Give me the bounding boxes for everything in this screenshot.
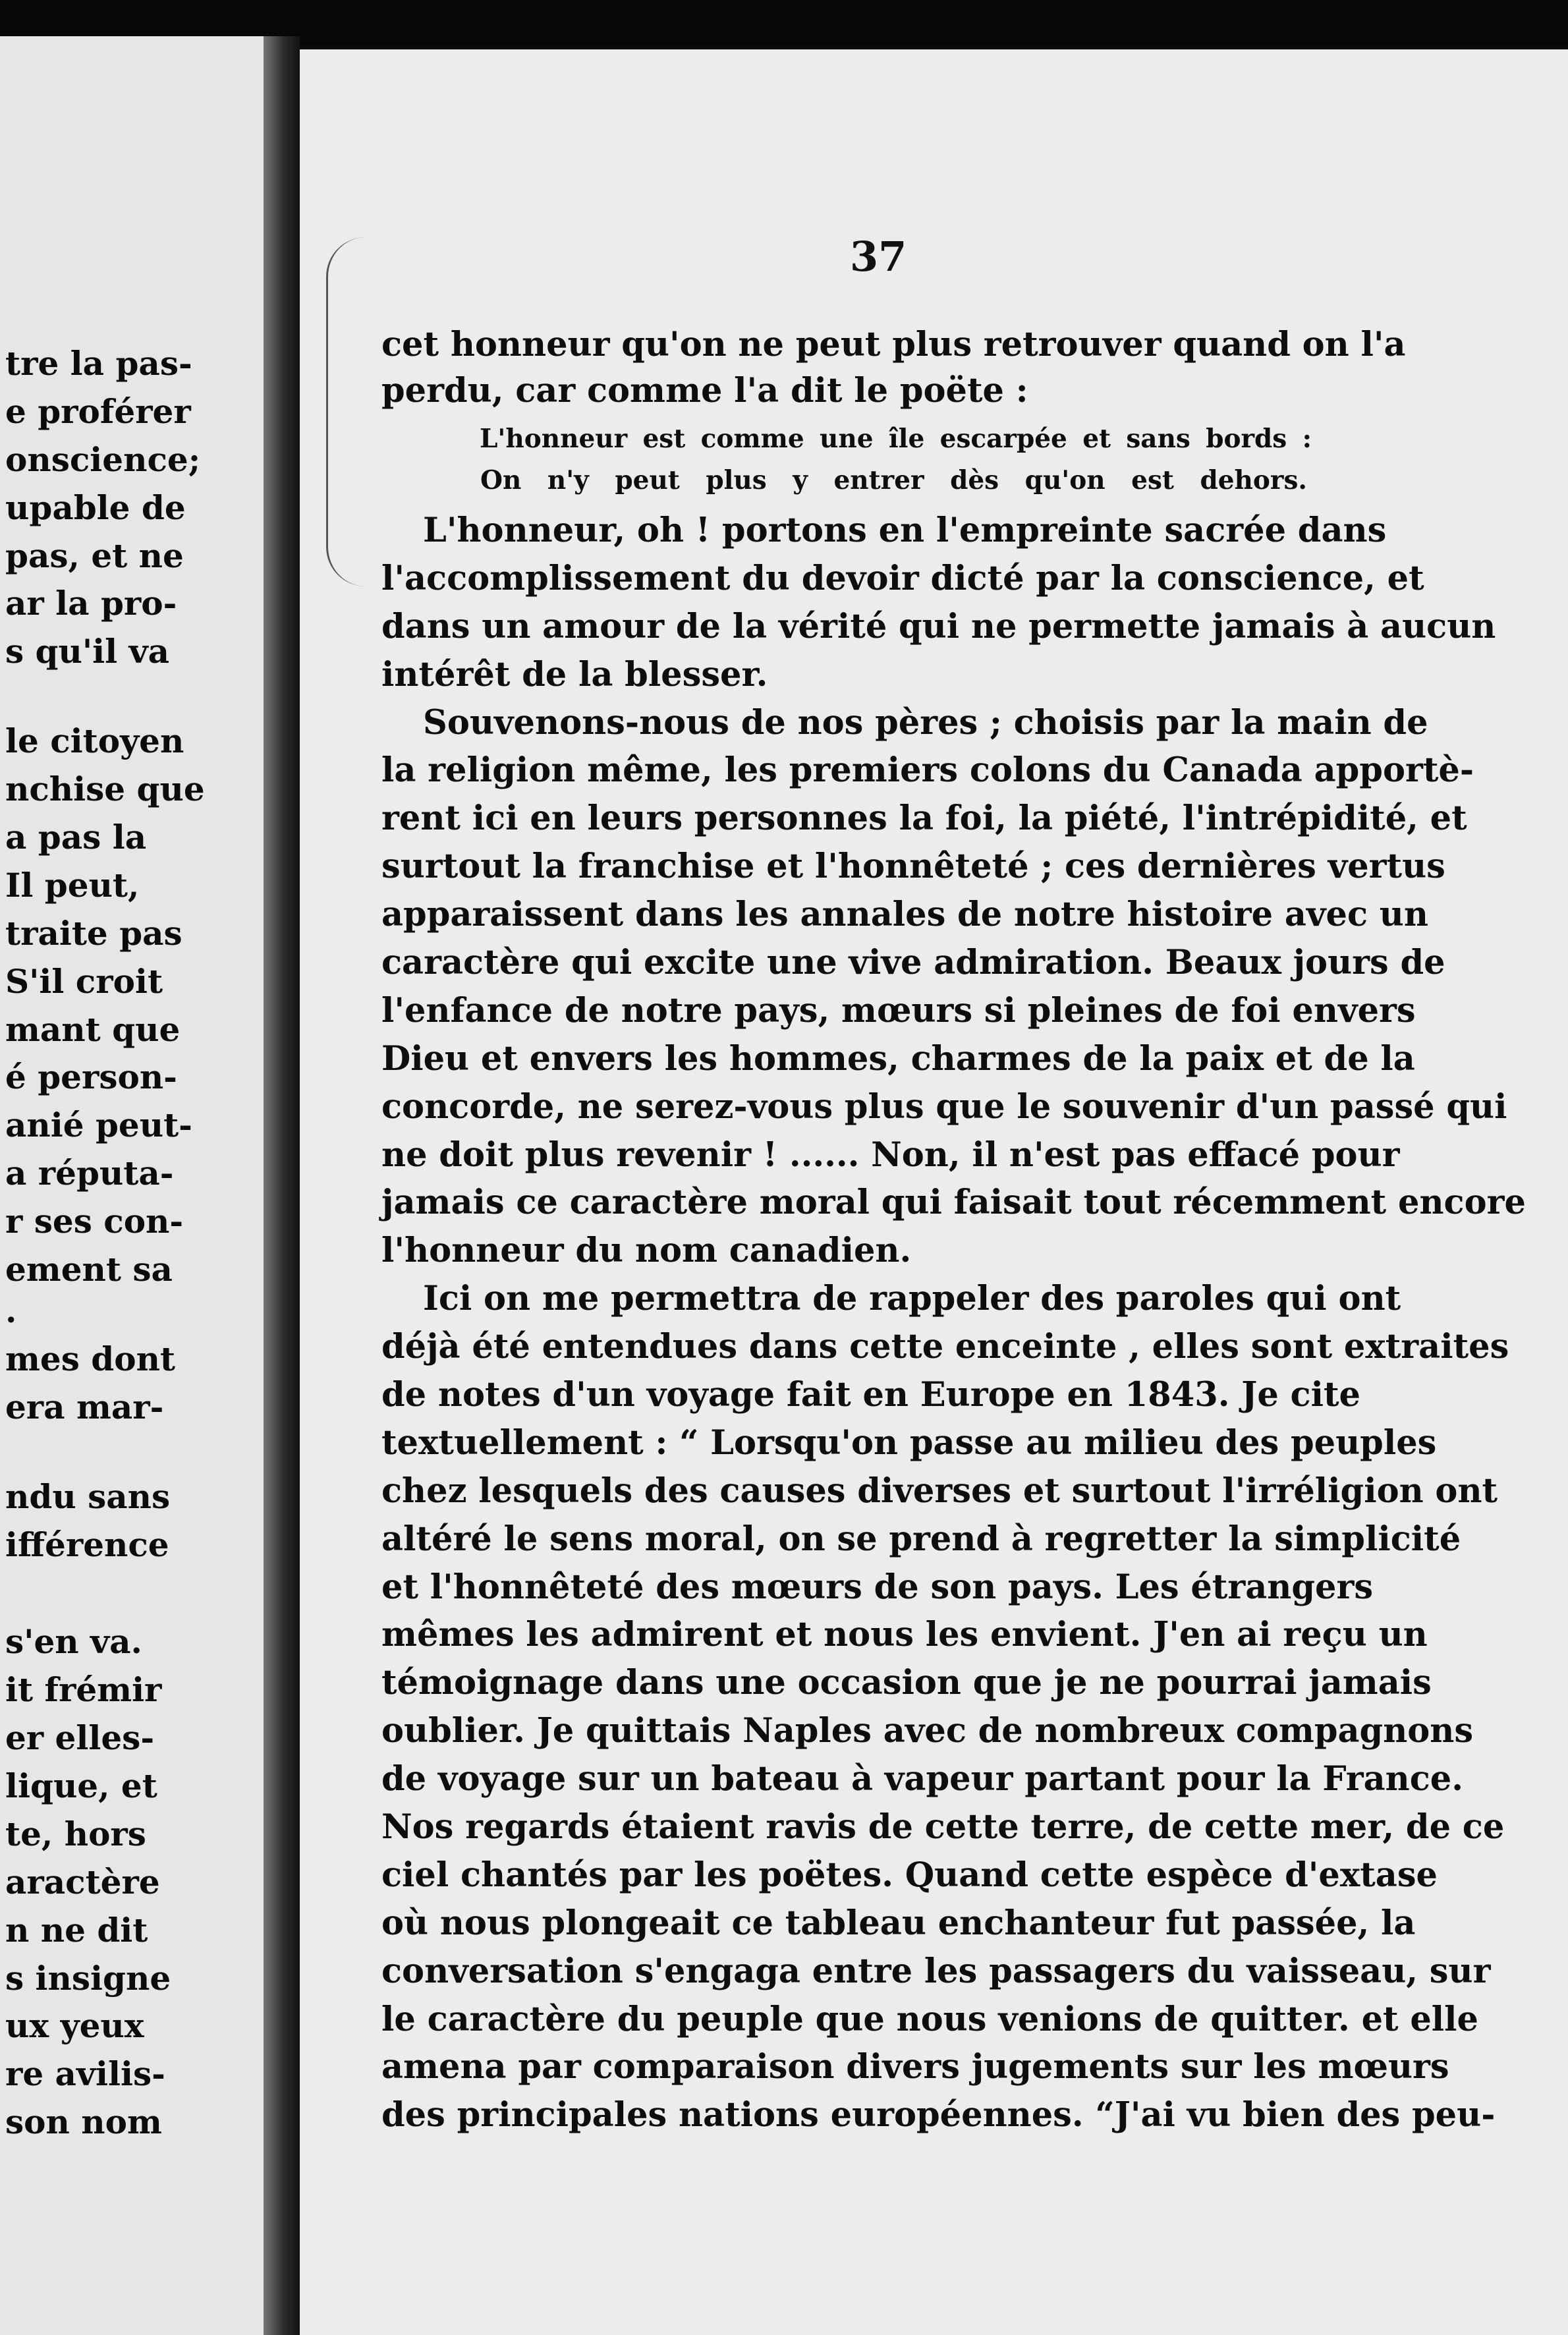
text-line: surtout la franchise et l'honnêteté ; ces dernières vertus [381,847,1445,886]
text-line: la religion même, les premiers colons du Canada apportè- [381,750,1474,790]
text-line: des principales nations européennes. “J'ai vu bien des peu- [381,2095,1496,2135]
left-page-line: e proférer [5,392,191,431]
left-page-line: mes dont [5,1339,176,1378]
text-line: Dieu et envers les hommes, charmes de la paix et de la [381,1039,1415,1079]
left-page-line: s'en va. [5,1622,142,1661]
text-line: de notes d'un voyage fait en Europe en 1843. Je cite [381,1375,1360,1415]
right-page [300,49,1568,2335]
left-page-line: aractère [5,1863,160,1901]
left-page-line: onscience; [5,440,201,479]
text-line: témoignage dans une occasion que je ne pourrai jamais [381,1663,1432,1702]
left-page-line: era mar- [5,1388,164,1426]
text-line: concorde, ne serez-vous plus que le souvenir d'un passé qui [381,1087,1507,1127]
left-page-line: te, hors [5,1815,146,1853]
left-page-line: r ses con- [5,1202,184,1241]
text-line: cet honneur qu'on ne peut plus retrouver quand on l'a [381,325,1406,364]
left-page-line: é person- [5,1057,177,1096]
text-line: conversation s'engaga entre les passagers du vaisseau, sur [381,1952,1491,1991]
left-page-line: n ne dit [5,1911,148,1950]
text-line: chez lesquels des causes diverses et surtout l'irréligion ont [381,1471,1498,1511]
left-page-line: ar la pro- [5,584,177,623]
text-line: oublier. Je quittais Naples avec de nombreux compagnons [381,1711,1474,1751]
left-page-line: mant que [5,1010,181,1049]
left-page-line: a réputa- [5,1154,174,1193]
text-line: l'enfance de notre pays, mœurs si pleines de foi envers [381,991,1416,1030]
text-line: caractère qui excite une vive admiration. Beaux jours de [381,943,1445,982]
text-line: altéré le sens moral, on se prend à regretter la simplicité [381,1519,1461,1559]
text-line: de voyage sur un bateau à vapeur partant pour la France. [381,1759,1463,1799]
text-line: et l'honnêteté des mœurs de son pays. Les étrangers [381,1567,1374,1607]
left-page-line: nchise que [5,770,205,808]
left-page-line: ement sa [5,1250,173,1289]
verse-line: L'honneur est comme une île escarpée et sans bords : [480,424,1312,454]
left-page-line: ifférence [5,1525,169,1564]
text-line: intérêt de la blesser. [381,655,768,694]
left-page-line: traite pas [5,914,182,953]
book-gutter [264,36,300,2335]
left-page-line: son nom [5,2102,162,2141]
left-page-line: ndu sans [5,1477,171,1516]
text-line: amena par comparaison divers jugements sur les mœurs [381,2047,1449,2087]
text-line: textuellement : “ Lorsqu'on passe au milieu des peuples [381,1423,1437,1463]
left-page-line: a pas la [5,818,147,857]
verse-line: On n'y peut plus y entrer dès qu'on est dehors. [480,465,1307,495]
left-page-line: S'il croit [5,962,163,1001]
page-number: 37 [850,233,907,281]
text-line: ne doit plus revenir ! ...... Non, il n'est pas effacé pour [381,1135,1400,1175]
text-line: perdu, car comme l'a dit le poëte : [381,371,1028,410]
left-page-line: re avilis- [5,2054,165,2093]
text-line: où nous plongeait ce tableau enchanteur fut passée, la [381,1903,1416,1943]
text-line: L'honneur, oh ! portons en l'empreinte sacrée dans [423,511,1387,550]
left-page-line: pas, et ne [5,536,184,575]
left-page-edge [0,36,264,2335]
left-page-line: le citoyen [5,721,184,760]
text-line: Ici on me permettra de rappeler des paroles qui ont [423,1279,1401,1318]
margin-bracket-icon [326,237,368,586]
text-line: l'accomplissement du devoir dicté par la conscience, et [381,559,1424,598]
left-page-line: upable de [5,488,186,527]
text-line: mêmes les admirent et nous les envient. J'en ai reçu un [381,1615,1428,1654]
text-line: dans un amour de la vérité qui ne permette jamais à aucun [381,607,1496,646]
left-page-line: anié peut- [5,1106,192,1144]
left-page-line: er elles- [5,1718,155,1757]
left-page-line: s insigne [5,1959,171,1998]
text-line: jamais ce caractère moral qui faisait tout récemment encore [381,1183,1526,1222]
text-line: apparaissent dans les annales de notre histoire avec un [381,895,1428,934]
left-page-line: lique, et [5,1766,157,1805]
text-line: Nos regards étaient ravis de cette terre, de cette mer, de ce [381,1807,1505,1847]
text-line: le caractère du peuple que nous venions de quitter. et elle [381,2000,1478,2039]
text-line: Souvenons-nous de nos pères ; choisis par la main de [423,703,1428,743]
left-page-line: ux yeux [5,2006,144,2045]
text-line: déjà été entendues dans cette enceinte , elles sont extraites [381,1327,1509,1366]
left-page-line: s qu'il va [5,632,170,671]
left-page-line: . [5,1291,17,1330]
left-page-line: it frémir [5,1670,162,1709]
text-line: ciel chantés par les poëtes. Quand cette espèce d'extase [381,1855,1438,1895]
left-page-line: Il peut, [5,866,140,905]
text-line: rent ici en leurs personnes la foi, la piété, l'intrépidité, et [381,799,1467,838]
left-page-line: tre la pas- [5,344,192,383]
text-line: l'honneur du nom canadien. [381,1231,912,1270]
